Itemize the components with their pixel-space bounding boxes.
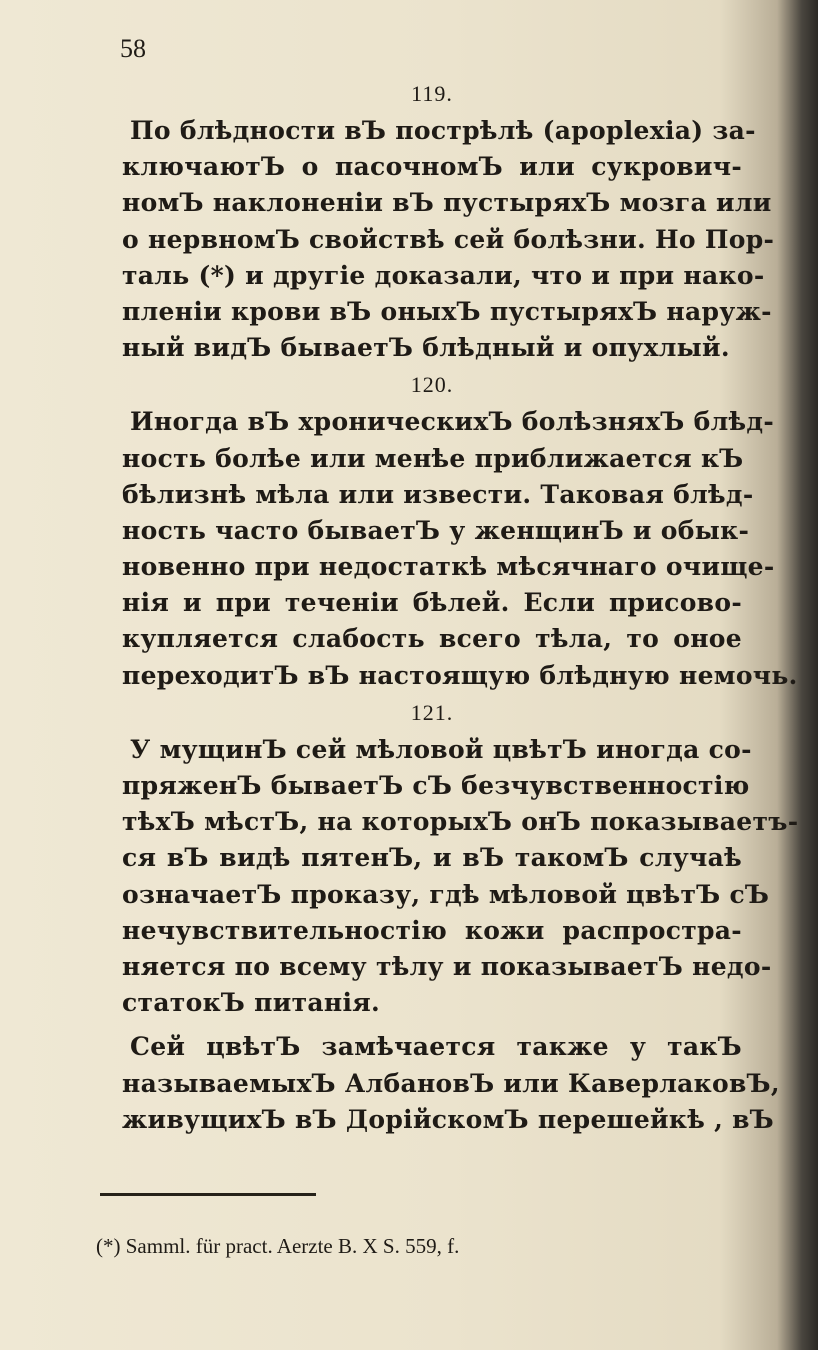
text-line: новенно при недостаткѣ мѣсячнаго очище- [122,552,775,582]
paragraph-gap [122,1021,742,1029]
body-text [122,75,799,1138]
text-line: нечувствительностію кожи распростра- [122,915,742,945]
text-line: У мущинЪ сей мѣловой цвѣтЪ иногда со- [130,734,752,764]
text-line: ключаютЪ о пасочномЪ или сукрович- [122,152,742,182]
page-number: 58 [120,34,146,63]
text-line: ность болѣе или менѣе приближается кЪ [122,443,744,473]
text-line: тѣхЪ мѣстЪ, на которыхЪ онЪ показываетъ- [122,807,799,837]
paragraph [122,732,799,1022]
text-line: ный видЪ бываетЪ блѣдный и опухлый. [122,333,730,363]
text-line: нія и при теченіи бѣлей. Если присово- [122,588,742,618]
text-line: называемыхЪ АлбановЪ или КаверлаковЪ, [122,1068,780,1098]
text-line: номЪ наклоненіи вЪ пустыряхЪ мозга или [122,188,772,218]
paragraph [122,113,775,366]
text-line: пленіи крови вЪ оныхЪ пустыряхЪ наруж- [122,296,772,326]
paragraph [122,1029,780,1138]
text-line: переходитЪ вЪ настоящую блѣдную немочь. [122,660,798,690]
text-line: статокЪ питанія. [122,988,381,1018]
text-line: ность часто бываетЪ у женщинЪ и обык- [122,515,750,545]
text-line: о нервномЪ свойствѣ сей болѣзни. Но Пор- [122,224,775,254]
footnote: (*) Samml. für pract. Aerzte B. X S. 559, f. [96,1234,460,1258]
text-line: Иногда вЪ хроническихЪ болѣзняхЪ блѣд- [130,407,775,437]
section-number: 120. [410,372,454,398]
text-line: Сей цвѣтЪ замѣчается также у такЪ [130,1032,742,1062]
text-line: ся вЪ видѣ пятенЪ, и вЪ такомЪ случаѣ [122,843,742,873]
text-line: бѣлизнѣ мѣла или извести. Таковая блѣд- [122,479,754,509]
text-line: таль (*) и другіе доказали, что и при нако- [122,260,765,290]
text-line: означаетЪ проказу, гдѣ мѣловой цвѣтЪ сЪ [122,879,770,909]
text-line: живущихЪ вЪ ДорійскомЪ перешейкѣ , вЪ [122,1104,775,1134]
text-line: пряженЪ бываетЪ сЪ безчувственностію [122,771,750,800]
section-number: 121. [410,699,454,725]
section-number: 119. [411,81,453,106]
paragraph [122,404,798,694]
text-line: няется по всему тѣлу и показываетЪ недо- [122,951,772,981]
footnote-divider [100,1193,316,1196]
text-line: По блѣдности вЪ пострѣлѣ (apoplexia) за- [130,116,756,145]
text-line: купляется слабость всего тѣла, то оное [122,624,742,654]
